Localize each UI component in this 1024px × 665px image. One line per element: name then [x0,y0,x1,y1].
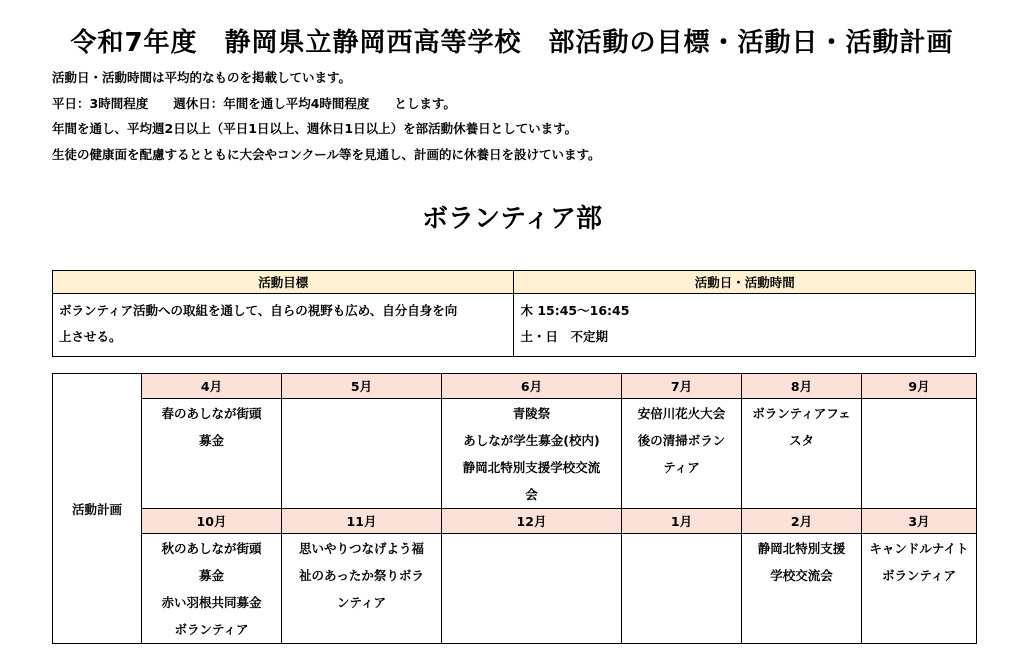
month-header: 10月 [142,509,282,534]
note-line [52,121,601,147]
activity-cell [862,399,977,509]
month-header: 2月 [742,509,862,534]
notes-section [52,70,601,172]
activity-cell: 春のあしなが街頭 募金 [142,399,282,509]
note-text: 平日：3時間程度 [52,95,149,111]
activity-cell: 青陵祭 あしなが学生募金(校内) 静岡北特別支援学校交流 会 [442,399,622,509]
note-text: 年間を通し、平均週2日以上（平日1日以上、週休日1日以上）を部活動休養日としています。 [52,121,578,136]
month-header: 11月 [282,509,442,534]
activity-cell: ボランティアフェ スタ [742,399,862,509]
note-text: 週休日：年間を通し平均4時間程度 [148,95,370,111]
activity-cell: 静岡北特別支援 学校交流会 [742,534,862,644]
plan-label: 活動計画 [53,374,142,644]
page-title: 令和7年度 静岡県立静岡西高等学校 部活動の目標・活動日・活動計画 [70,28,954,58]
note-text: 生徒の健康面を配慮するとともに大会やコンクール等を見通し、計画的に休養日を設けています。 [52,146,601,162]
month-header: 7月 [622,374,742,399]
month-header: 5月 [282,374,442,399]
goal-table [52,270,976,357]
month-header: 1月 [622,509,742,534]
activity-cell: 安倍川花火大会 後の清掃ボラン ティア [622,399,742,509]
note-line [52,70,601,96]
activity-cell: 秋のあしなが街頭 募金 赤い羽根共同募金 ボランティア [142,534,282,644]
activity-cell: キャンドルナイト ボランティア [862,534,977,644]
month-header: 9月 [862,374,977,399]
activity-cell [442,534,622,644]
note-text: とします。 [369,95,456,111]
month-header: 6月 [442,374,622,399]
note-line [52,96,601,122]
month-header: 8月 [742,374,862,399]
goal-text: ボランティア活動への取組を通して、自らの視野も広め、自分自身を向 上させる。 [53,294,514,357]
activity-cell [282,399,442,509]
month-header: 12月 [442,509,622,534]
schedule-line: 木 15:45～16:45 [520,303,630,318]
activity-cell: 思いやりつなげよう福 祉のあったか祭りボラ ンティア [282,534,442,644]
month-header: 3月 [862,509,977,534]
schedule-header: 活動日・活動時間 [514,271,976,294]
schedule-cell [514,294,976,357]
note-text: 活動日・活動時間は平均的なものを掲載しています。 [52,70,352,85]
note-line [52,147,601,173]
club-title: ボランティア部 [422,204,602,234]
plan-table [52,373,977,644]
activity-cell [622,534,742,644]
schedule-line: 土・日 不定期 [520,329,608,344]
goal-header: 活動目標 [53,271,514,294]
month-header: 4月 [142,374,282,399]
